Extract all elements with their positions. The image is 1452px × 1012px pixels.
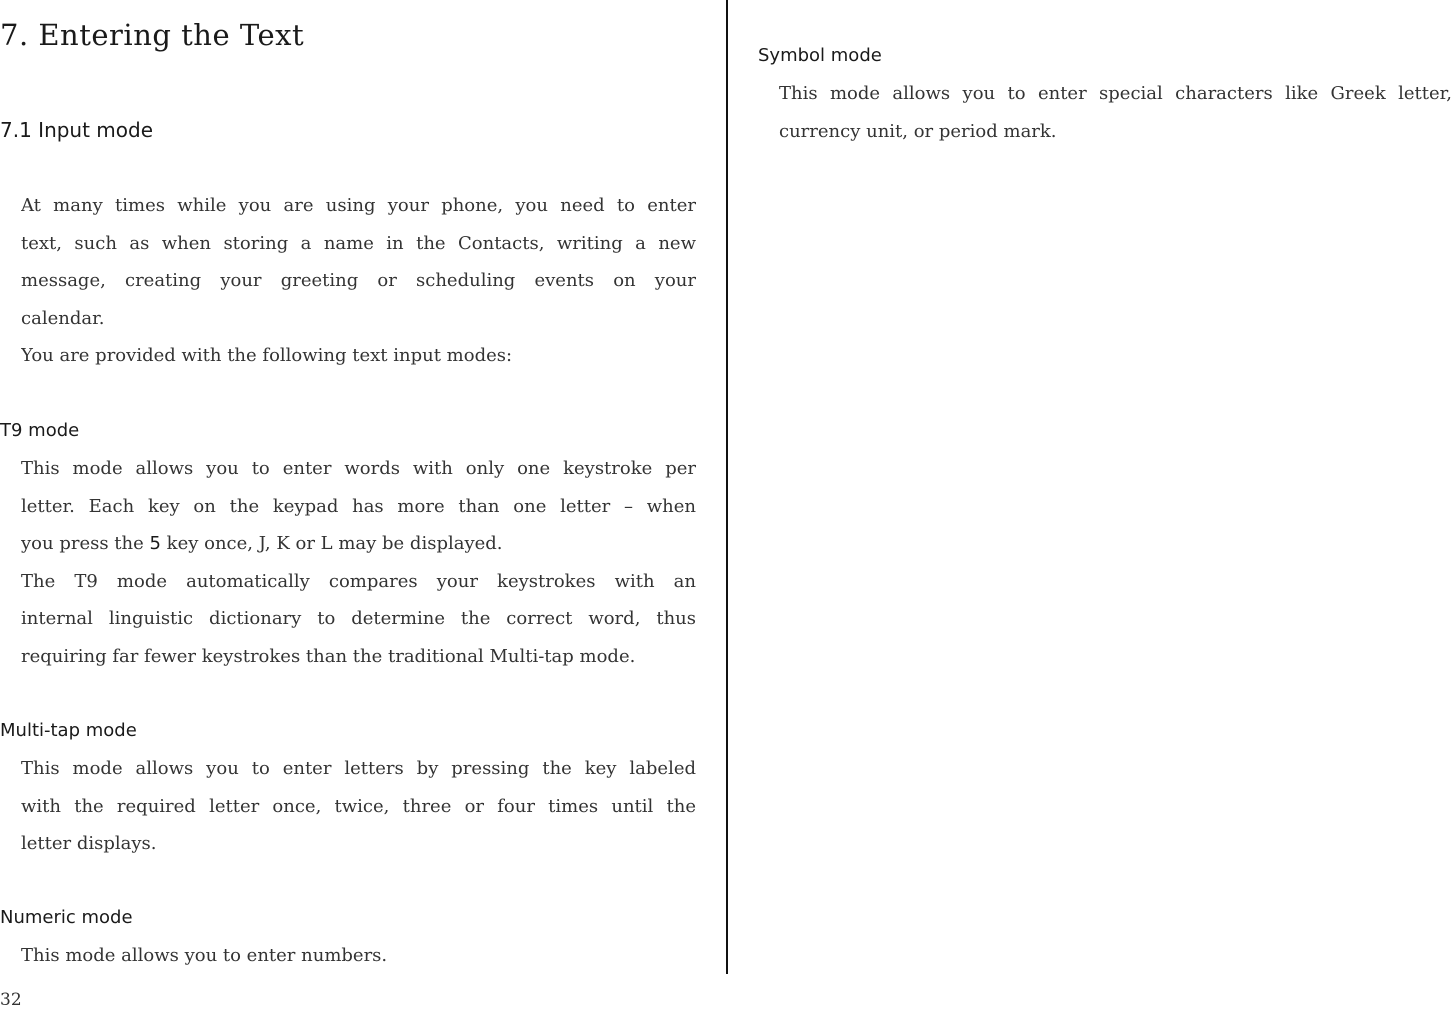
numeric-line: This mode allows you to enter numbers.: [21, 945, 388, 966]
chapter-title: 7. Entering the Text: [0, 18, 305, 52]
page-number: 32: [0, 990, 22, 1010]
t9-line-start: you press the: [21, 533, 150, 554]
t9-mode-description: [21, 450, 696, 675]
symbol-mode-description: [779, 75, 1452, 150]
intro-line: text, such as when storing a name in the Contacts, writing a new: [21, 232, 696, 254]
numeric-mode-heading: Numeric mode: [0, 907, 133, 928]
modes-intro: You are provided with the following text input modes:: [21, 345, 513, 366]
t9-line: The T9 mode automatically compares your keystrokes with an: [21, 570, 696, 592]
t9-line: letter. Each key on the keypad has more than one letter – when: [21, 495, 696, 517]
symbol-line: This mode allows you to enter special characters like Greek letter,: [779, 83, 1452, 104]
t9-mode-heading: T9 mode: [0, 420, 80, 441]
multitap-line: letter displays.: [21, 833, 157, 854]
right-page: [758, 0, 1452, 990]
intro-line: At many times while you are using your phone, you need to enter: [21, 195, 696, 216]
t9-line: This mode allows you to enter words with only one keystroke per: [21, 458, 696, 479]
page-divider: [726, 0, 728, 974]
intro-line: calendar.: [21, 307, 105, 329]
key-5-label: 5: [149, 533, 161, 554]
t9-line: [21, 525, 696, 563]
intro-paragraph: [21, 187, 696, 375]
multitap-mode-description: [21, 750, 696, 863]
symbol-line: currency unit, or period mark.: [779, 120, 1057, 142]
t9-line: requiring far fewer keystrokes than the traditional Multi-tap mode.: [21, 645, 636, 667]
section-title: 7.1 Input mode: [0, 118, 154, 142]
numeric-mode-description: [21, 937, 696, 975]
left-page: [0, 0, 696, 990]
multitap-line: with the required letter once, twice, three or four times until the: [21, 795, 696, 817]
symbol-mode-heading: Symbol mode: [758, 45, 882, 66]
t9-line-end: key once, J, K or L may be displayed.: [160, 533, 503, 554]
intro-line: message, creating your greeting or scheduling events on your: [21, 270, 696, 291]
multitap-mode-heading: Multi-tap mode: [0, 720, 137, 741]
t9-line: internal linguistic dictionary to determine the correct word, thus: [21, 608, 696, 629]
multitap-line: This mode allows you to enter letters by pressing the key labeled: [21, 758, 696, 779]
